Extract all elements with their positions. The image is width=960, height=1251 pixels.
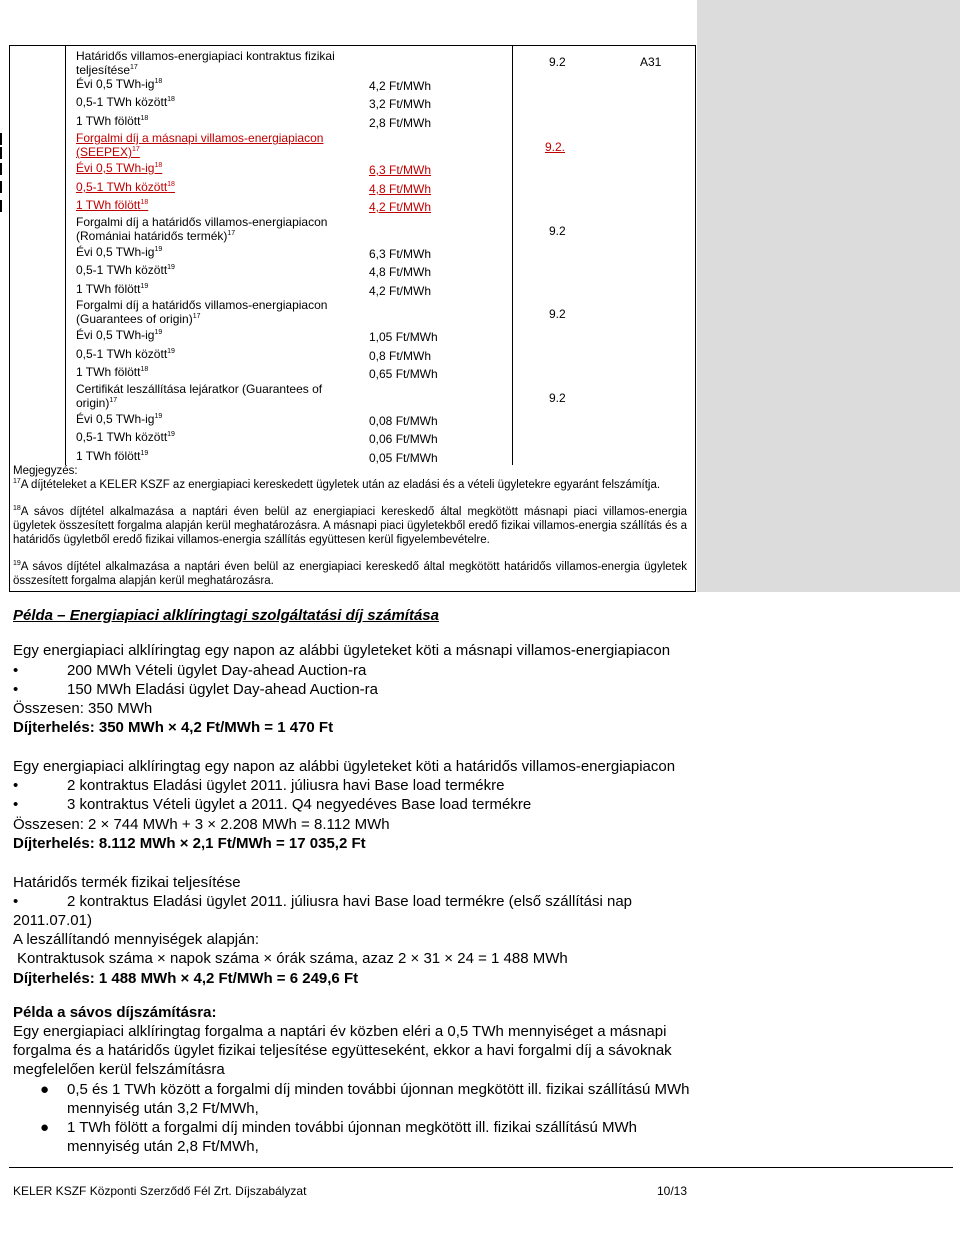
example-bullet: mennyiség után 3,2 Ft/MWh,	[67, 1100, 259, 1117]
table-row: 1 TWh fölött$^{19}$	[76, 449, 149, 463]
table-row: Évi 0,5 TWh-$ig^{19}$	[76, 245, 163, 259]
bullet: •	[13, 893, 19, 910]
example-text: 2011.07.01)	[13, 912, 92, 929]
fee-value: 0,8 Ft/MWh	[369, 349, 432, 363]
table-row: 0,5-1 TWh között$^{19}$	[76, 347, 175, 361]
section-ref-code: A31	[640, 55, 662, 69]
section-ref: 9.2	[549, 307, 566, 321]
change-bar	[0, 200, 2, 212]
table-row: 0,5-1 TWh között$^{19}$	[76, 430, 175, 444]
band-example-title: Példa a sávos díjszámításra:	[13, 1004, 217, 1021]
footer-title: KELER KSZF Központi Szerződő Fél Zrt. Díjszabályzat	[13, 1184, 307, 1198]
notes-heading: Megjegyzés:	[13, 465, 78, 477]
table-row-header: Forgalmi díj a határidős villamos-energiapiacon (Romániai határidős termék)$^{17}$	[76, 215, 328, 243]
example-text: A leszállítandó mennyiségek alapján:	[13, 931, 259, 948]
bullet: •	[13, 681, 19, 698]
table-row-changed: 0,5-1 TWh között$^{18}$	[76, 180, 175, 194]
fee-value: 4,8 Ft/MWh	[369, 265, 432, 279]
fee-value: 0,05 Ft/MWh	[369, 451, 438, 465]
bullet: •	[13, 777, 19, 794]
fee-value-changed: 6,3 Ft/MWh	[369, 163, 432, 177]
example-text: Határidős termék fizikai teljesítése	[13, 874, 241, 891]
table-row-header: Forgalmi díj a határidős villamos-energiapiacon (Guarantees of origin)$^{17}$	[76, 298, 328, 326]
fee-value: 0,06 Ft/MWh	[369, 432, 438, 446]
example-text: Egy energiapiaci alklíringtag egy napon az alábbi ügyleteket köti a határidős villamos-energiapiacon	[13, 758, 676, 775]
fee-value: 6,3 Ft/MWh	[369, 247, 432, 261]
example-fee: Díjterhelés: 8.112 MWh × 2,1 Ft/MWh = 17 035,2 Ft	[13, 835, 366, 852]
example-fee: Díjterhelés: 1 488 MWh × 4,2 Ft/MWh = 6 249,6 Ft	[13, 970, 359, 987]
fee-value: 4,2 Ft/MWh	[369, 79, 432, 93]
table-row: 1 TWh fölött$^{18}$	[76, 365, 149, 379]
change-bar	[0, 133, 2, 145]
example-bullet: 0,5 és 1 TWh között a forgalmi díj minden további újonnan megkötött ill. fizikai szállítású MWh	[67, 1081, 690, 1098]
example-formula: Kontraktusok száma × napok száma × órák száma, azaz 2 × 31 × 24 = 1 488 MWh	[17, 950, 568, 967]
section-ref: 9.2	[549, 224, 566, 238]
table-column-divider	[65, 45, 66, 465]
example-bullet: 1 TWh fölött a forgalmi díj minden további újonnan megkötött ill. fizikai szállítású MWh	[67, 1119, 637, 1136]
table-row-header-changed: Forgalmi díj a másnapi villamos-energiapiacon (SEEPEX)$^{17}$	[76, 131, 324, 159]
example-bullet: 150 MWh Eladási ügylet Day-ahead Auction-ra	[67, 681, 379, 698]
fee-value: 0,08 Ft/MWh	[369, 414, 438, 428]
table-row-changed: 1 TWh fölött$^{18}$	[76, 198, 149, 212]
bullet: ●	[40, 1119, 50, 1136]
change-bar	[0, 181, 2, 193]
table-row-changed: Évi 0,5 TWh-$ig^{18}$	[76, 161, 163, 175]
example-bullet: 2 kontraktus Eladási ügylet 2011. júliusra havi Base load termékre (első szállítási nap	[67, 893, 633, 910]
change-bar	[0, 147, 2, 159]
fee-value: 1,05 Ft/MWh	[369, 330, 438, 344]
example-text: Egy energiapiaci alklíringtag forgalma a naptári év közben eléri a 0,5 TWh mennyiséget a másnapi	[13, 1023, 667, 1040]
example-text: megfelelően kerül felszámításra	[13, 1061, 225, 1078]
example-bullet: 3 kontraktus Vételi ügylet a 2011. Q4 negyedéves Base load termékre	[67, 796, 532, 813]
bullet: •	[13, 662, 19, 679]
example-bullet: 200 MWh Vételi ügylet Day-ahead Auction-ra	[67, 662, 367, 679]
section-ref: 9.2	[549, 55, 566, 69]
table-row: 0,5-1 TWh között$^{19}$	[76, 263, 175, 277]
table-column-divider	[512, 45, 513, 465]
page-number: 10/13	[657, 1184, 688, 1198]
section-ref: 9.2	[549, 391, 566, 405]
change-bar	[0, 163, 2, 175]
section-ref: 9.2.	[545, 140, 566, 154]
table-row: 1 TWh fölött$^{19}$	[76, 282, 149, 296]
table-row: 1 TWh fölött$^{18}$	[76, 114, 149, 128]
note-17: $^{17}$A díjtételeket a KELER KSZF az energiapiaci kereskedett ügyletek után az eladási és a vételi ügyletekre egyaránt felszámítja.	[13, 478, 661, 491]
comment-panel	[697, 0, 960, 592]
example-total: Összesen: 2 × 744 MWh + 3 × 2.208 MWh = 8.112 MWh	[13, 816, 390, 833]
fee-value-changed: 4,8 Ft/MWh	[369, 182, 432, 196]
fee-value: 4,2 Ft/MWh	[369, 284, 432, 298]
fee-value: 2,8 Ft/MWh	[369, 116, 432, 130]
fee-value: 3,2 Ft/MWh	[369, 97, 432, 111]
table-row: Évi 0,5 TWh-$ig^{19}$	[76, 328, 163, 342]
bullet: •	[13, 796, 19, 813]
example-fee: Díjterhelés: 350 MWh × 4,2 Ft/MWh = 1 470 Ft	[13, 719, 334, 736]
example-bullet: 2 kontraktus Eladási ügylet 2011. júliusra havi Base load termékre	[67, 777, 505, 794]
table-row: Évi 0,5 TWh-$ig^{19}$	[76, 412, 163, 426]
table-row-header: Határidős villamos-energiapiaci kontraktus fizikai teljesítése$^{17}$	[76, 49, 335, 77]
footer-rule	[9, 1167, 953, 1168]
note-19: $^{19}$A sávos díjtétel alkalmazása a naptári éven belül az energiapiaci kereskedő által megkötött határidős villamos-energia ügyletek összesített forgalma alapján kerül meghatározásra.	[13, 560, 687, 587]
example-text: forgalma és a határidős ügylet fizikai teljesítése együtteseként, ekkor a havi forgalmi díj a sávoknak	[13, 1042, 672, 1059]
example-bullet: mennyiség után 2,8 Ft/MWh,	[67, 1138, 259, 1155]
example-text: Egy energiapiaci alklíringtag egy napon az alábbi ügyleteket köti a másnapi villamos-energiapiacon	[13, 642, 671, 659]
example-title: Példa – Energiapiaci alklíringtagi szolgáltatási díj számítása	[13, 607, 439, 624]
table-row-header: Certifikát leszállítása lejáratkor (Guarantees of origin)$^{17}$	[76, 382, 323, 410]
table-row: 0,5-1 TWh között$^{18}$	[76, 95, 175, 109]
note-18: $^{18}$A sávos díjtétel alkalmazása a naptári éven belül az energiapiaci kereskedő által megkötött másnapi piaci villamos-energia ügyletek összesített forgalma alapján kerül meghatározásra. A másnapi piaci ügyletekből eredő fizikai villamos-energia szállítás és a határidős ügyletből eredő fizikai villamos-energia szállítás együttesen kerül figyelembevételre.	[13, 505, 687, 546]
fee-value-changed: 4,2 Ft/MWh	[369, 200, 432, 214]
example-total: Összesen: 350 MWh	[13, 700, 153, 717]
table-row: Évi 0,5 TWh-$ig^{18}$	[76, 77, 163, 91]
fee-value: 0,65 Ft/MWh	[369, 367, 438, 381]
bullet: ●	[40, 1081, 50, 1098]
